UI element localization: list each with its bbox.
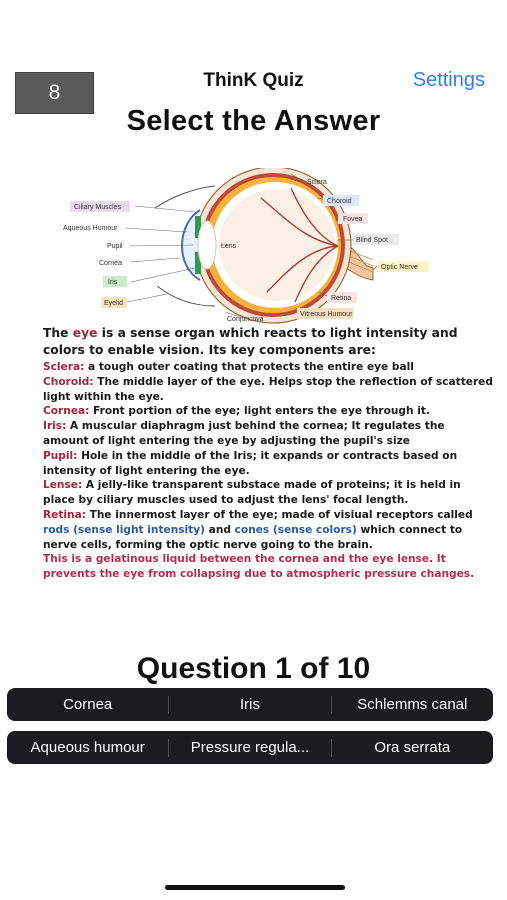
answer-option-cornea[interactable]: Cornea [63, 696, 113, 713]
answer-row-1 [7, 688, 493, 721]
label-fovea: Fovea [343, 216, 363, 223]
answer-option-iris[interactable]: Iris [239, 696, 260, 713]
label-sclera: Sclera [307, 179, 327, 186]
label-aqueous: Aqueous Humour [63, 225, 118, 232]
lense-definition: Lense: A jelly-like transparent substace made of proteins; it is held in place by ciliary muscles used to adjust the lens' focal length. [43, 479, 461, 507]
answer-option-schlemms-canal[interactable]: Schlemms canal [357, 696, 468, 713]
lesson-text [43, 325, 493, 582]
answer-option-pressure-regulator[interactable]: Pressure regula... [190, 739, 310, 756]
choroid-definition: Choroid: The middle layer of the eye. Helps stop the reflection of scattered light within the eye. [43, 375, 493, 403]
app-title: ThinK Quiz [203, 70, 304, 91]
label-choroid: Choroid [327, 198, 352, 205]
iris-definition: Iris: A muscular diaphragm just behind the cornea; It regulates the amount of light entering the eye by adjusting the pupil's size [43, 420, 445, 447]
answer-row-2 [7, 731, 493, 764]
label-cornea: Cornea [99, 260, 122, 267]
page-title: Select the Answer [126, 105, 381, 137]
label-blind-spot: Blind Spot [356, 237, 388, 244]
settings-button[interactable]: Settings [412, 69, 485, 91]
label-conjunctiva: Conjunctiva [227, 316, 264, 323]
question-prompt: This is a gelatinous liquid between the cornea and the eye lense. It prevents the eye from collapsing due to atmospheric pressure changes. [43, 553, 475, 581]
answer-option-ora-serrata[interactable]: Ora serrata [374, 739, 451, 756]
label-iris: Iris [108, 279, 118, 286]
label-retina: Retina [331, 295, 352, 302]
home-indicator[interactable] [165, 885, 345, 890]
pupil-definition: Pupil: Hole in the middle of the Iris; it expands or contracts based on intensity of light entering the eye. [43, 449, 458, 477]
intro-paragraph: The eye is a sense organ which reacts to light intensity and colors to enable vision. Its key components are: [43, 326, 458, 357]
retina-definition: Retina: The innermost layer of the eye; made of visiual receptors called rods (sense light intensity) and cones (sense colors) which connect to nerve cells, forming the optic nerve going to the brain. [43, 508, 473, 551]
question-counter: Question 1 of 10 [136, 652, 371, 685]
label-eyelid: Eyelid [104, 300, 124, 307]
eye-diagram [55, 168, 455, 324]
label-ciliary: Ciliary Muscles [74, 204, 122, 211]
label-optic-nerve: Optic Nerve [381, 264, 418, 271]
label-vitreous: Vitreous Humour [300, 311, 353, 318]
answer-option-aqueous-humour[interactable]: Aqueous humour [30, 739, 145, 756]
label-lens: Lens [221, 243, 237, 250]
cornea-definition: Cornea: Front portion of the eye; light enters the eye through it. [43, 405, 430, 418]
sclera-definition: Sclera: a tough outer coating that protects the entire eye ball [43, 361, 414, 373]
label-pupil: Pupil [107, 243, 123, 250]
score-counter: 8 [15, 72, 94, 114]
